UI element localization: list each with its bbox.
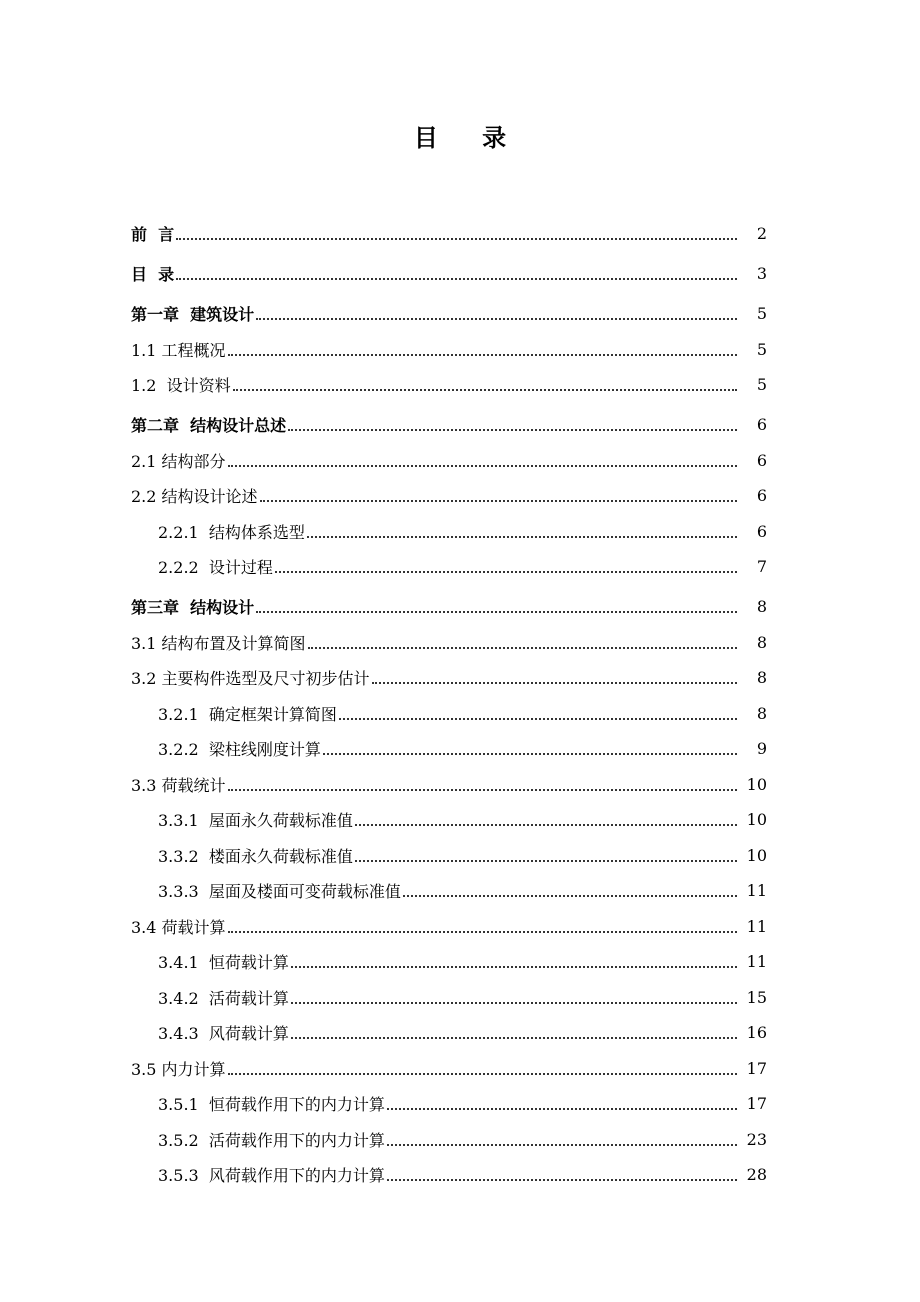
toc-entry[interactable] bbox=[158, 733, 767, 763]
toc-entry[interactable] bbox=[131, 218, 767, 248]
dot-leader bbox=[307, 535, 737, 538]
toc-entry-page: 8 bbox=[756, 632, 767, 652]
toc-entry-label: 2.2 结构设计论述 bbox=[131, 486, 258, 506]
dot-leader bbox=[275, 570, 737, 573]
toc-entry-page: 23 bbox=[746, 1129, 767, 1149]
toc-entry-page: 5 bbox=[756, 374, 767, 394]
dot-leader bbox=[288, 428, 737, 431]
toc-entry-page: 7 bbox=[756, 556, 767, 576]
toc-entry-label: 3.3 荷载统计 bbox=[131, 775, 226, 795]
toc-entry[interactable] bbox=[158, 982, 767, 1012]
toc-entry-label: 第一章 建筑设计 bbox=[131, 304, 255, 324]
dot-leader bbox=[308, 646, 737, 649]
dot-leader bbox=[260, 499, 737, 502]
toc-entry-label: 2.2.2 设计过程 bbox=[158, 557, 273, 577]
dot-leader bbox=[372, 681, 737, 684]
toc-entry-page: 8 bbox=[756, 703, 767, 723]
toc-entry[interactable] bbox=[131, 334, 767, 364]
toc-entry-page: 11 bbox=[746, 951, 767, 971]
toc-entry-label: 3.5.3 风荷载作用下的内力计算 bbox=[158, 1165, 385, 1185]
toc-entry-page: 15 bbox=[746, 987, 767, 1007]
toc-entry-label: 2.2.1 结构体系选型 bbox=[158, 522, 305, 542]
dot-leader bbox=[387, 1178, 737, 1181]
toc-entry[interactable] bbox=[131, 627, 767, 657]
dot-leader bbox=[291, 965, 737, 968]
toc-entry-page: 17 bbox=[746, 1093, 767, 1113]
toc-entry-label: 2.1 结构部分 bbox=[131, 451, 226, 471]
toc-entry-page: 10 bbox=[746, 845, 767, 865]
toc-entry-label: 3.3.2 楼面永久荷载标准值 bbox=[158, 846, 353, 866]
toc-entry[interactable] bbox=[131, 409, 767, 439]
toc-entry-page: 3 bbox=[756, 263, 767, 283]
toc-entry[interactable] bbox=[131, 480, 767, 510]
toc-entry-page: 28 bbox=[746, 1164, 767, 1184]
toc-entry-label: 3.2 主要构件选型及尺寸初步估计 bbox=[131, 668, 370, 688]
toc-entry[interactable] bbox=[131, 258, 767, 288]
toc-entry[interactable] bbox=[158, 698, 767, 728]
dot-leader bbox=[355, 859, 737, 862]
dot-leader bbox=[176, 237, 737, 240]
toc-entry-label: 3.4.1 恒荷载计算 bbox=[158, 952, 289, 972]
dot-leader bbox=[228, 788, 737, 791]
toc-entry-page: 16 bbox=[746, 1022, 767, 1042]
dot-leader bbox=[323, 752, 737, 755]
toc-entry-label: 3.2.2 梁柱线刚度计算 bbox=[158, 739, 321, 759]
toc-entry-label: 3.2.1 确定框架计算简图 bbox=[158, 704, 337, 724]
toc-entry-label: 3.4.2 活荷载计算 bbox=[158, 988, 289, 1008]
toc-entry-page: 6 bbox=[756, 521, 767, 541]
dot-leader bbox=[228, 1072, 737, 1075]
toc-entry-label: 3.1 结构布置及计算简图 bbox=[131, 633, 306, 653]
toc-entry-label: 1.1 工程概况 bbox=[131, 340, 226, 360]
toc-entry[interactable] bbox=[158, 1017, 767, 1047]
dot-leader bbox=[176, 277, 737, 280]
toc-entry[interactable] bbox=[158, 946, 767, 976]
dot-leader bbox=[403, 894, 737, 897]
dot-leader bbox=[291, 1001, 737, 1004]
toc-entry-label: 1.2 设计资料 bbox=[131, 375, 231, 395]
toc-entry[interactable] bbox=[131, 369, 767, 399]
toc-entry[interactable] bbox=[158, 1088, 767, 1118]
toc-entry-label: 目 录 bbox=[131, 264, 175, 284]
toc-entry[interactable] bbox=[131, 769, 767, 799]
toc-entry-page: 11 bbox=[746, 880, 767, 900]
toc-entry-page: 11 bbox=[746, 916, 767, 936]
toc-entry[interactable] bbox=[131, 591, 767, 621]
dot-leader bbox=[228, 353, 737, 356]
toc-entry-page: 10 bbox=[746, 774, 767, 794]
toc-entry-page: 6 bbox=[756, 485, 767, 505]
toc-entry[interactable] bbox=[158, 516, 767, 546]
dot-leader bbox=[387, 1143, 737, 1146]
toc-entry-label: 3.5 内力计算 bbox=[131, 1059, 226, 1079]
toc-entry[interactable] bbox=[131, 298, 767, 328]
dot-leader bbox=[256, 610, 737, 613]
toc-entry-label: 3.4 荷载计算 bbox=[131, 917, 226, 937]
toc-entry[interactable] bbox=[131, 1053, 767, 1083]
toc-entry-label: 前 言 bbox=[131, 224, 175, 244]
toc-entry[interactable] bbox=[158, 840, 767, 870]
toc-entry-label: 3.4.3 风荷载计算 bbox=[158, 1023, 289, 1043]
toc-entry-page: 5 bbox=[756, 303, 767, 323]
toc-entry-page: 2 bbox=[756, 223, 767, 243]
toc-entry-page: 17 bbox=[746, 1058, 767, 1078]
toc-entry[interactable] bbox=[158, 1124, 767, 1154]
toc-entry[interactable] bbox=[158, 875, 767, 905]
toc-entry-label: 3.5.1 恒荷载作用下的内力计算 bbox=[158, 1094, 385, 1114]
dot-leader bbox=[228, 464, 737, 467]
toc-entry-page: 8 bbox=[756, 667, 767, 687]
dot-leader bbox=[256, 317, 737, 320]
dot-leader bbox=[387, 1107, 737, 1110]
toc-entry[interactable] bbox=[158, 804, 767, 834]
toc-entry-label: 3.3.3 屋面及楼面可变荷载标准值 bbox=[158, 881, 401, 901]
toc-entry-page: 8 bbox=[756, 596, 767, 616]
toc-entry-page: 10 bbox=[746, 809, 767, 829]
toc-entry-page: 9 bbox=[756, 738, 767, 758]
toc-entry-label: 3.3.1 屋面永久荷载标准值 bbox=[158, 810, 353, 830]
dot-leader bbox=[233, 388, 737, 391]
page-title: 目 录 bbox=[413, 124, 525, 152]
dot-leader bbox=[291, 1036, 737, 1039]
toc-entry[interactable] bbox=[131, 445, 767, 475]
toc-entry[interactable] bbox=[131, 911, 767, 941]
toc-entry-page: 5 bbox=[756, 339, 767, 359]
toc-entry-label: 3.5.2 活荷载作用下的内力计算 bbox=[158, 1130, 385, 1150]
toc-entry-page: 6 bbox=[756, 450, 767, 470]
dot-leader bbox=[228, 930, 737, 933]
toc-entry[interactable] bbox=[158, 1159, 767, 1189]
dot-leader bbox=[339, 717, 737, 720]
toc-entry-label: 第二章 结构设计总述 bbox=[131, 415, 287, 435]
toc-entry[interactable] bbox=[131, 662, 767, 692]
dot-leader bbox=[355, 823, 737, 826]
toc-entry-page: 6 bbox=[756, 414, 767, 434]
toc-entry-label: 第三章 结构设计 bbox=[131, 597, 255, 617]
toc-entry[interactable] bbox=[158, 551, 767, 581]
